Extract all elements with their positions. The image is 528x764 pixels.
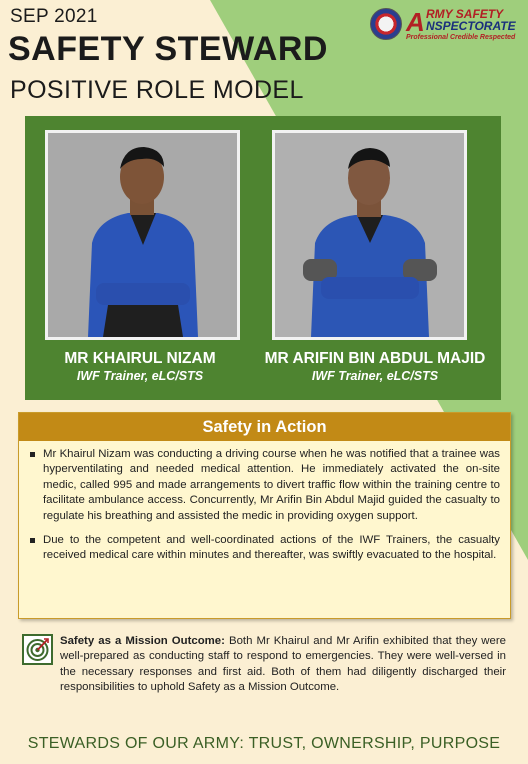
stewards-photo-panel: [25, 116, 501, 400]
steward-name: MR KHAIRUL NIZAM: [64, 350, 216, 367]
steward-photo-arifin: [272, 130, 467, 340]
issue-date: SEP 2021: [10, 6, 98, 27]
safety-in-action-box: [18, 412, 511, 619]
list-item: Due to the competent and well-coordinated actions of the IWF Trainers, the casualty received medical care within minutes and thereafter, was swiftly evacuated to the hospital.: [29, 533, 500, 564]
logo-line-2: NSPECTORATE: [426, 19, 516, 33]
page-subtitle: POSITIVE ROLE MODEL: [10, 76, 304, 104]
logo-tagline: Professional Credible Respected: [406, 34, 516, 41]
mission-outcome-lead: Safety as a Mission Outcome:: [60, 635, 225, 647]
list-item: Mr Khairul Nizam was conducting a driving course when he was notified that a trainee was hyperventilating and needed medical attention. He immediately activated the on-site medic, called 995 and made arrangements to divert traffic flow within the training centre to facilitate ambulance access. Concurrently, Mr Arifin Bin Abdul Majid guided the casualty to regulate his breathing and assisted the medic in providing oxygen support.: [29, 447, 500, 524]
logo-line-1: RMY SAFETY: [426, 7, 504, 21]
steward-name: MR ARIFIN BIN ABDUL MAJID: [264, 350, 486, 367]
footer-motto: STEWARDS OF OUR ARMY: TRUST, OWNERSHIP, PURPOSE: [27, 735, 501, 752]
person-illustration: [275, 133, 464, 337]
safety-in-action-heading: Safety in Action: [19, 413, 510, 441]
steward-role: IWF Trainer, eLC/STS: [311, 369, 439, 383]
army-crest-icon: [370, 8, 402, 40]
army-safety-inspectorate-logo: [370, 7, 526, 43]
mission-outcome-body: Both Mr Khairul and Mr Arifin exhibited that they were well-prepared as conducting staff to respond to emergencies. They were well-versed in the necessary responses and first aid. Both of them had diligently discharged their responsibilities to uphold Safety as a Mission Outcome.: [60, 635, 506, 694]
logo-initial: A: [406, 7, 425, 37]
mission-outcome-text: [60, 634, 506, 696]
person-illustration: [48, 133, 237, 337]
action-list: [19, 441, 510, 564]
steward-photo-khairul: [45, 130, 240, 340]
steward-role: IWF Trainer, eLC/STS: [76, 369, 204, 383]
target-icon: [22, 634, 53, 665]
page-title: SAFETY STEWARD: [8, 30, 328, 68]
